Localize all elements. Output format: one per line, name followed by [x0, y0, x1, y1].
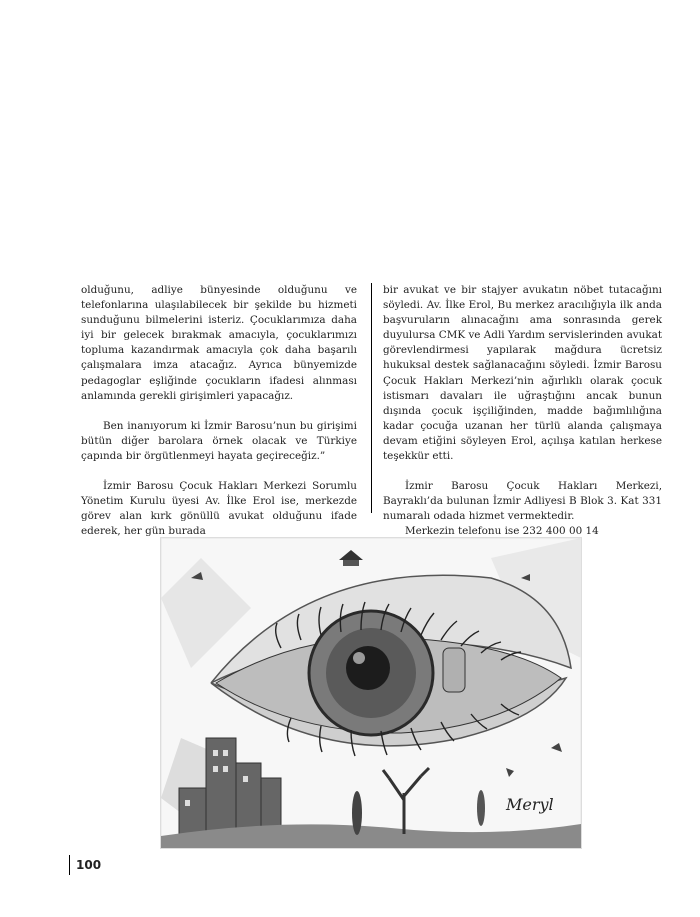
page-number-label: 100 [76, 858, 102, 872]
text-column-right [383, 283, 662, 540]
paragraph: Ben inanıyorum ki İzmir Barosu’nun bu girişimi bütün diğer barolara örnek olacak ve Türkiye çapında bir örgütlenmeyi hayata geçireceğiz.” [81, 419, 357, 462]
artist-signature: Meryl [506, 795, 554, 814]
paragraph: bir avukat ve bir stajyer avukatın nöbet tutacağını söyledi. Av. İlke Erol, Bu merkez aracılığıyla ilk anda başvuruların alınacağını ama sonrasında gerek duyulursa CMK ve Adli Yardım servislerinden avukat görevlendirmesi yapılarak mağdura ücretsiz hukuksal destek sağlanacağını söyledi. İzmir Barosu Çocuk Hakları Merkezi’nin ağırlıklı olarak çocuk istismarı davaları ile uğraştığını ancak bunun dışında çocuk işçiliğinden, madde bağımlılığına kadar çocuğa uzanan her türlü alanda çalışmaya devam etiğini söyleyen Erol, açılışa katılan herkese teşekkür etti. [383, 284, 662, 463]
page-number [69, 858, 101, 872]
paragraph: olduğunu, adliye bünyesinde olduğunu ve telefonlarına ulaşılabilecek bir şekilde bu hizmeti sunduğunu bilmelerini isteriz. Çocuklarımıza daha iyi bir gelecek bırakmak amacıyla, çocuklarımızı topluma kazandırmak amacıyla çok daha başarılı çalışmalara imza atacağız. Ayrıca bünyemizde pedagoglar eşliğinde çocukların ifadesi alınması anlamında gerekli girişimleri yapacağız. [81, 284, 357, 402]
eye-drawing-illustration [160, 537, 582, 849]
column-divider [371, 283, 372, 513]
text-column-left [81, 283, 357, 539]
paragraph: Merkezin telefonu ise 232 400 00 14 [405, 525, 599, 538]
paragraph: İzmir Barosu Çocuk Hakları Merkezi Sorumlu Yönetim Kurulu üyesi Av. İlke Erol ise, merkezde görev alan kırk gönüllü avukat olduğunu ifade ederek, her gün burada [81, 480, 357, 538]
paragraph: İzmir Barosu Çocuk Hakları Merkezi, Bayraklı’da bulunan İzmir Adliyesi B Blok 3. Kat 331 numaralı odada hizmet vermektedir. [383, 480, 662, 523]
